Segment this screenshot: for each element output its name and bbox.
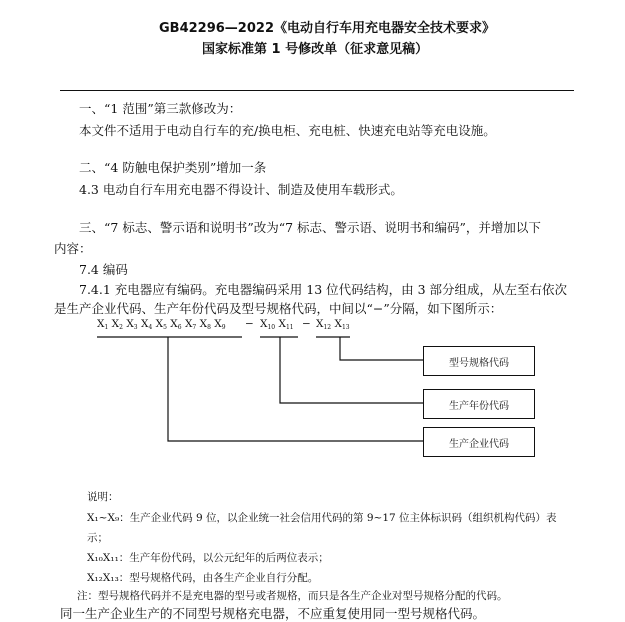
note-1-line-1: X₁~X₉：生产企业代码 9 位，以企业统一社会信用代码的第 9~17 位主体标识码（组织机构代码）表 <box>87 512 557 524</box>
section-2-body: 4.3 电动自行车用充电器不得设计、制造及使用车载形式。 <box>79 182 403 197</box>
clause-7-4-title: 7.4 编码 <box>79 262 128 277</box>
notes-label: 说明： <box>87 491 119 503</box>
company-code-box: 生产企业代码 <box>423 427 535 457</box>
section-3-heading-line-1: 三、“7 标志、警示语和说明书”改为“7 标志、警示语、说明书和编码”，并增加以下 <box>79 220 541 235</box>
note-3: X₁₂X₁₃：型号规格代码，由各生产企业自行分配。 <box>87 572 319 584</box>
section-1-body: 本文件不适用于电动自行车的充/换电柜、充电桩、快速充电站等充电设施。 <box>79 123 496 138</box>
code-year-part: $X_{10}$ $X_{11}$ <box>260 318 294 331</box>
code-dash-1: − <box>245 318 254 330</box>
section-1-heading: 一、“1 范围”第三款修改为： <box>79 101 242 116</box>
code-dash-2: − <box>302 318 311 330</box>
model-code-box: 型号规格代码 <box>423 346 535 376</box>
code-company-part: $X_1$ $X_2$ $X_3$ $X_4$ $X_5$ $X_6$ $X_7$ $X_8$ $X_9$ <box>97 318 226 331</box>
document-title-line-2: 国家标准第 1 号修改单（征求意见稿） <box>202 42 429 57</box>
connector-model <box>340 337 423 360</box>
connector-year <box>280 337 423 403</box>
section-2-heading: 二、“4 防触电保护类别”增加一条 <box>79 160 267 175</box>
connector-company <box>168 337 423 441</box>
note-4: 注：型号规格代码并不是充电器的型号或者规格，而只是各生产企业对型号规格分配的代码。 <box>77 590 508 602</box>
note-5: 同一生产企业生产的不同型号规格充电器，不应重复使用同一型号规格代码。 <box>60 606 486 621</box>
note-1-line-2: 示； <box>87 532 108 544</box>
document-title-line-1: GB42296—2022《电动自行车用充电器安全技术要求》 <box>159 21 495 36</box>
clause-7-4-1-line-2: 是生产企业代码、生产年份代码及型号规格代码，中间以“−”分隔，如下图所示： <box>54 301 503 316</box>
code-model-part: $X_{12}$ $X_{13}$ <box>316 318 350 331</box>
section-3-heading-line-2: 内容： <box>54 241 92 256</box>
year-code-box: 生产年份代码 <box>423 389 535 419</box>
note-2: X₁₀X₁₁：生产年份代码，以公元纪年的后两位表示； <box>87 552 329 564</box>
clause-7-4-1-line-1: 7.4.1 充电器应有编码。充电器编码采用 13 位代码结构，由 3 部分组成，从左至右依次 <box>79 282 568 297</box>
